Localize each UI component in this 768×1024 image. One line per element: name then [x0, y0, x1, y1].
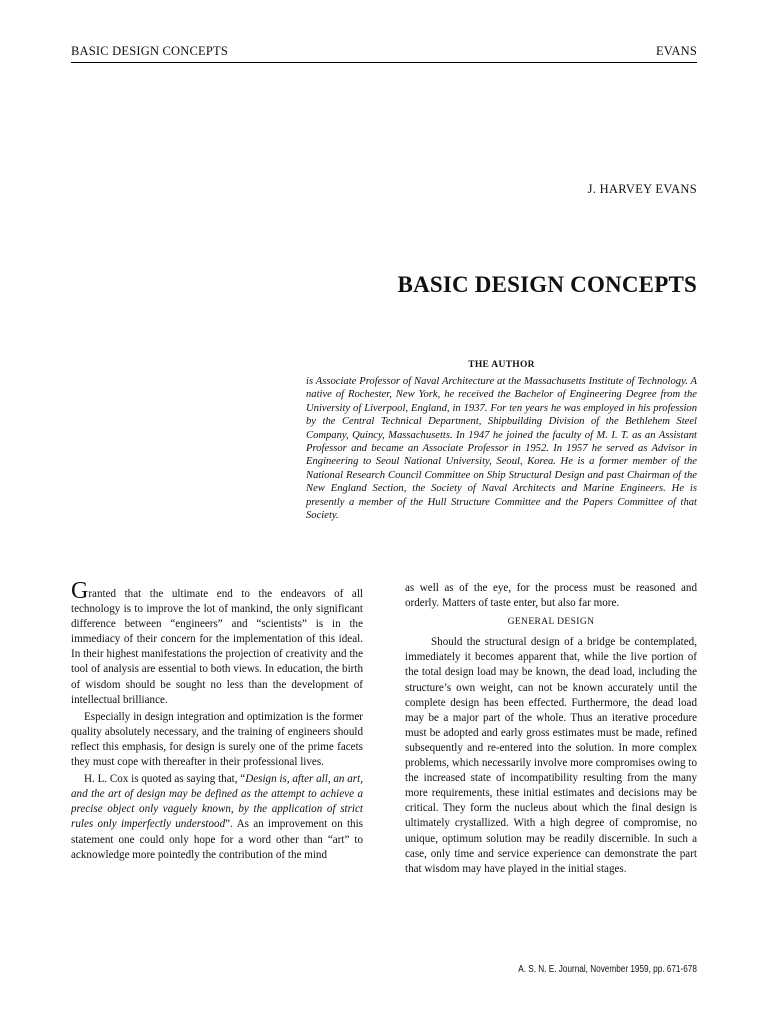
- running-head: [71, 44, 697, 63]
- article-title: BASIC DESIGN CONCEPTS: [397, 272, 697, 297]
- paragraph-text: ”. As an improvement on this statement one could only hope for a word other than “art” to acknowledge more pointedly the contribution of the mind: [71, 818, 363, 861]
- body-paragraph: Should the structural design of a bridge be contemplated, immediately it becomes apparent that, while the live portion of the total design load may be known, the dead load, including the structure’s own weight, can not be known accurately until the complete design has been effected. Furthermore, the dead load may be a major part of the whole. Thus an iterative procedure must be adopted and early gross estimates must be made, refined subsequently and re-entered into the solution. In more complex problems, which necessarily involve more compromises owing to the increased state of incompatibility resulting from the many more requirements, these initial estimates and decisions may be critical. They form the nucleus about which the final design is ultimately crystallized. With a high degree of compromise, no unique, optimum solution may be readily discernible. In such a case, only time and service experience can demonstrate the part that wisdom may have played in the initial stages.: [405, 636, 697, 875]
- section-heading: GENERAL DESIGN: [507, 617, 595, 628]
- running-head-title: BASIC DESIGN CONCEPTS: [71, 44, 229, 58]
- running-head-author: EVANS: [655, 44, 697, 58]
- drop-cap: G: [71, 578, 89, 604]
- citation-footer: A. S. N. E. Journal, November 1959, pp. 671-678: [518, 964, 697, 975]
- body-paragraph: [71, 772, 363, 863]
- paragraph-text: H. L. Cox is quoted as saying that, “: [84, 773, 246, 786]
- body-paragraph: as well as of the eye, for the process must be reasoned and orderly. Matters of taste enter, but also far more.: [405, 582, 697, 610]
- body-column-left: [71, 578, 363, 863]
- author-name: J. HARVEY EVANS: [587, 182, 697, 196]
- paragraph-text: ranted that the ultimate end to the endeavors of all technology is to improve the lot of mankind, the only significant difference between “engineers” and “scientists” is in the immediacy of their concern for the implementation of this ideal. In their highest manifestations the projection of creativity and the tool of analysis are essential to both views. In education, the birth of wisdom should be sought no less than the development of intellectual brilliance.: [71, 588, 363, 706]
- cox-quote: Design is, after all, an art, and the art of design may be defined as the attempt to achieve a precise object only vaguely known, by the application of strict rules only imperfectly understood: [71, 773, 363, 831]
- body-column-right: [405, 581, 697, 877]
- author-bio: [306, 360, 697, 522]
- author-bio-heading: THE AUTHOR: [468, 360, 535, 370]
- body-paragraph: [71, 578, 363, 708]
- author-bio-text: is Associate Professor of Naval Architecture at the Massachusetts Institute of Technology. A native of Rochester, New York, he received the Bachelor of Engineering Degree from the University of Liverpool, England, in 1937. For ten years he was employed in his profession by the Central Technical Department, Shipbuilding Division of the Bethlehem Steel Company, Quincy, Massachusetts. In 1947 he joined the faculty of M. I. T. as an Assistant Professor and became an Associate Professor in 1952. In 1957 he served as Advisor in Engineering to Seoul National University, Seoul, Korea. He is a former member of the National Research Council Committee on Ship Structural Design and past Chairman of the New England Section, the Society of Naval Architects and Marine Engineers. He is presently a member of the Hull Structure Committee and the Papers Committee of that Society.: [306, 376, 697, 522]
- body-paragraph: Especially in design integration and optimization is the former quality absolutely necessary, and the training of engineers should reflect this emphasis, for design is surely one of the prime facets they must cope with thereafter in their professional lives.: [71, 710, 363, 769]
